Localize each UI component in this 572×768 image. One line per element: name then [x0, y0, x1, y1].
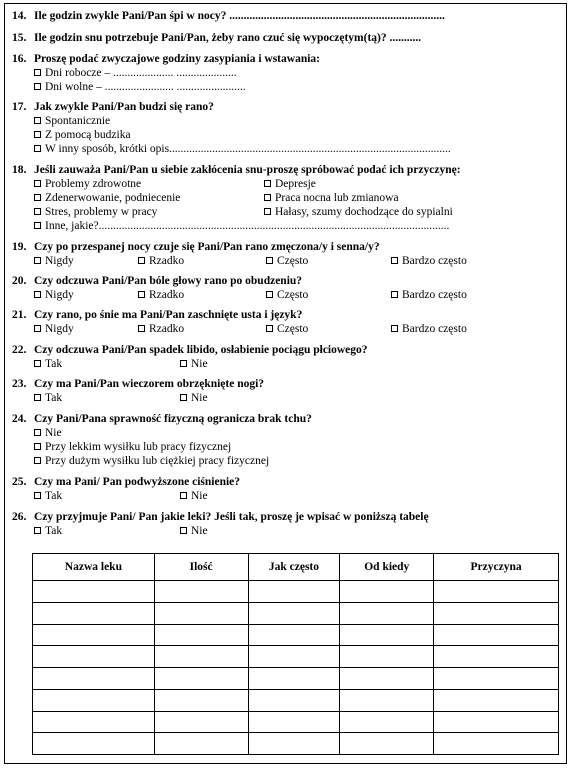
table-cell-input[interactable] [340, 646, 434, 668]
column-header: Jak często [248, 554, 340, 581]
option-label: Nigdy [45, 289, 74, 301]
option-label: Bardzo często [402, 255, 467, 267]
table-cell-input[interactable] [248, 581, 340, 603]
table-cell-input[interactable] [434, 689, 559, 711]
table-cell-input[interactable] [340, 602, 434, 624]
column-header: Nazwa leku [33, 554, 155, 581]
table-cell-input[interactable] [154, 733, 248, 755]
checkbox-icon[interactable] [34, 457, 41, 464]
option-label: Nigdy [45, 323, 74, 335]
option-label: Nie [191, 358, 208, 370]
checkbox-icon[interactable] [34, 145, 41, 152]
option-label: Rzadko [149, 323, 185, 335]
table-cell-input[interactable] [340, 711, 434, 733]
option-checkbox[interactable] [34, 357, 62, 371]
option-label: Rzadko [149, 255, 185, 267]
table-cell-input[interactable] [340, 733, 434, 755]
table-row [33, 711, 559, 733]
question-number: 22. [12, 344, 27, 356]
question-24 [12, 412, 312, 426]
checkbox-icon[interactable] [34, 257, 41, 264]
option-checkbox[interactable] [34, 426, 62, 440]
question-text: Czy po przespanej nocy czuje się Pani/Pan rano zmęczona/y i senna/y? [34, 241, 380, 253]
option-label: Zdenerwowanie, podniecenie [45, 192, 181, 204]
option-label: Spontanicznie [45, 115, 111, 127]
table-cell-input[interactable] [434, 581, 559, 603]
option-checkbox[interactable] [34, 391, 62, 405]
option-checkbox[interactable] [264, 177, 316, 191]
option-checkbox[interactable] [34, 142, 451, 156]
option-label: Często [277, 289, 309, 301]
table-cell-input[interactable] [434, 711, 559, 733]
option-label: Tak [45, 392, 63, 404]
checkbox-icon[interactable] [34, 291, 41, 298]
checkbox-icon[interactable] [34, 180, 41, 187]
medications-table [32, 553, 559, 755]
option-label: Tak [45, 490, 63, 502]
table-cell-input[interactable] [248, 689, 340, 711]
table-cell-input[interactable] [248, 733, 340, 755]
checkbox-icon[interactable] [34, 69, 41, 76]
option-label: Bardzo często [402, 323, 467, 335]
table-cell-input[interactable] [434, 646, 559, 668]
table-cell-input[interactable] [340, 624, 434, 646]
option-checkbox[interactable] [266, 322, 308, 336]
checkbox-icon[interactable] [34, 443, 41, 450]
question-text: Ile godzin snu potrzebuje Pani/Pan, żeby rano czuć się wypoczętym(tą)? ........... [34, 32, 422, 44]
question-number: 14. [12, 10, 27, 22]
question-text: Czy odczuwa Pani/Pan bóle głowy rano po obudzeniu? [34, 275, 303, 287]
checkbox-icon[interactable] [34, 360, 41, 367]
question-19 [12, 240, 380, 254]
table-cell-input[interactable] [248, 624, 340, 646]
option-label: Dni robocze – ..................... ..................... [45, 67, 237, 79]
question-15 [12, 31, 421, 45]
question-16 [12, 52, 320, 66]
table-row [33, 689, 559, 711]
checkbox-icon[interactable] [34, 208, 41, 215]
table-cell-input[interactable] [33, 711, 155, 733]
question-number: 23. [12, 378, 27, 390]
checkbox-icon[interactable] [264, 180, 271, 187]
option-checkbox[interactable] [34, 205, 157, 219]
question-22 [12, 343, 368, 357]
table-cell-input[interactable] [33, 602, 155, 624]
question-text: Jeśli zauważa Pani/Pan u siebie zakłócenia snu-proszę spróbować podać ich przyczynę: [34, 164, 461, 176]
question-number: 24. [12, 413, 27, 425]
table-cell-input[interactable] [154, 602, 248, 624]
option-label: W inny sposób, krótki opis.................................................................................................. [45, 143, 451, 155]
option-checkbox[interactable] [34, 489, 62, 503]
question-number: 25. [12, 476, 27, 488]
table-cell-input[interactable] [340, 581, 434, 603]
option-label: Hałasy, szumy dochodzące do sypialni [275, 206, 453, 218]
question-text: Czy ma Pani/ Pan podwyższone ciśnienie? [34, 476, 241, 488]
table-row [33, 581, 559, 603]
table-cell-input[interactable] [434, 668, 559, 690]
option-label: Tak [45, 358, 63, 370]
checkbox-icon[interactable] [34, 194, 41, 201]
question-text: Czy przyjmuje Pani/ Pan jakie leki? Jeśli tak, proszę je wpisać w poniższą tabelę [34, 511, 429, 523]
table-cell-input[interactable] [33, 689, 155, 711]
option-label: Tak [45, 525, 63, 537]
option-checkbox[interactable] [391, 288, 467, 302]
option-checkbox[interactable] [34, 440, 231, 454]
option-checkbox[interactable] [34, 177, 141, 191]
checkbox-icon[interactable] [266, 291, 273, 298]
checkbox-icon[interactable] [391, 257, 398, 264]
option-label: Przy lekkim wysiłku lub pracy fizycznej [45, 441, 232, 453]
option-label: Bardzo często [402, 289, 467, 301]
checkbox-icon[interactable] [266, 257, 273, 264]
table-cell-input[interactable] [154, 624, 248, 646]
checkbox-icon[interactable] [34, 222, 41, 229]
checkbox-icon[interactable] [180, 360, 187, 367]
table-row [33, 668, 559, 690]
option-checkbox[interactable] [34, 322, 74, 336]
option-label: Praca nocna lub zmianowa [275, 192, 399, 204]
question-text: Ile godzin zwykle Pani/Pan śpi w nocy? ........................................................................... [34, 10, 445, 22]
table-cell-input[interactable] [33, 646, 155, 668]
checkbox-icon[interactable] [34, 131, 41, 138]
checkbox-icon[interactable] [180, 492, 187, 499]
table-cell-input[interactable] [33, 733, 155, 755]
table-cell-input[interactable] [154, 668, 248, 690]
question-number: 18. [12, 164, 27, 176]
question-number: 26. [12, 511, 27, 523]
question-21 [12, 308, 302, 322]
checkbox-icon[interactable] [264, 208, 271, 215]
question-text: Jak zwykle Pani/Pan budzi się rano? [34, 101, 214, 113]
table-cell-input[interactable] [248, 646, 340, 668]
option-checkbox[interactable] [34, 288, 74, 302]
checkbox-icon[interactable] [138, 291, 145, 298]
option-checkbox[interactable] [34, 191, 180, 205]
checkbox-icon[interactable] [34, 527, 41, 534]
checkbox-icon[interactable] [34, 325, 41, 332]
table-cell-input[interactable] [248, 602, 340, 624]
option-checkbox[interactable] [138, 288, 184, 302]
option-label: Nigdy [45, 255, 74, 267]
option-label: Inne, jakie?.......................................................................................................................... [45, 220, 450, 232]
option-checkbox[interactable] [34, 128, 131, 142]
option-checkbox[interactable] [264, 205, 453, 219]
column-header: Przyczyna [434, 554, 559, 581]
table-cell-input[interactable] [154, 646, 248, 668]
option-checkbox[interactable] [34, 66, 237, 80]
checkbox-icon[interactable] [34, 394, 41, 401]
checkbox-icon[interactable] [34, 83, 41, 90]
question-14 [12, 9, 445, 23]
option-checkbox[interactable] [138, 254, 184, 268]
table-cell-input[interactable] [248, 711, 340, 733]
question-text: Czy ma Pani/Pan wieczorem obrzęknięte nogi? [34, 378, 265, 390]
question-number: 21. [12, 309, 27, 321]
option-label: Stres, problemy w pracy [45, 206, 158, 218]
table-cell-input[interactable] [154, 711, 248, 733]
table-cell-input[interactable] [154, 581, 248, 603]
option-label: Często [277, 323, 309, 335]
question-18 [12, 163, 461, 177]
question-number: 17. [12, 101, 27, 113]
table-row [33, 646, 559, 668]
table-row [33, 733, 559, 755]
question-text: Proszę podać zwyczajowe godziny zasypiania i wstawania: [34, 53, 320, 65]
table-header-row [33, 554, 559, 581]
option-label: Nie [191, 392, 208, 404]
option-label: Nie [191, 490, 208, 502]
table-row [33, 602, 559, 624]
option-checkbox[interactable] [34, 114, 110, 128]
table-body [33, 581, 559, 755]
option-checkbox[interactable] [180, 524, 208, 538]
checkbox-icon[interactable] [391, 291, 398, 298]
question-20 [12, 274, 302, 288]
checkbox-icon[interactable] [264, 194, 271, 201]
option-label: Problemy zdrowotne [45, 178, 142, 190]
option-checkbox[interactable] [391, 322, 467, 336]
checkbox-icon[interactable] [138, 257, 145, 264]
checkbox-icon[interactable] [34, 117, 41, 124]
option-label: Często [277, 255, 309, 267]
option-checkbox[interactable] [391, 254, 467, 268]
table-cell-input[interactable] [434, 733, 559, 755]
question-text: Czy rano, po śnie ma Pani/Pan zaschnięte usta i język? [34, 309, 303, 321]
option-label: Dni wolne – ........................ ........................ [45, 81, 246, 93]
option-checkbox[interactable] [34, 454, 269, 468]
table-cell-input[interactable] [340, 668, 434, 690]
checkbox-icon[interactable] [138, 325, 145, 332]
table-cell-input[interactable] [340, 689, 434, 711]
checkbox-icon[interactable] [34, 492, 41, 499]
table-cell-input[interactable] [154, 689, 248, 711]
question-number: 19. [12, 241, 27, 253]
question-17 [12, 100, 214, 114]
question-text: Czy odczuwa Pani/Pan spadek libido, osłabienie pociągu płciowego? [34, 344, 368, 356]
table-cell-input[interactable] [33, 624, 155, 646]
option-label: Nie [191, 525, 208, 537]
question-23 [12, 377, 264, 391]
checkbox-icon[interactable] [266, 325, 273, 332]
question-26 [12, 510, 429, 524]
checkbox-icon[interactable] [180, 527, 187, 534]
option-checkbox[interactable] [180, 391, 208, 405]
option-label: Rzadko [149, 289, 185, 301]
table-cell-input[interactable] [434, 602, 559, 624]
table-cell-input[interactable] [33, 668, 155, 690]
column-header: Ilość [154, 554, 248, 581]
checkbox-icon[interactable] [34, 429, 41, 436]
option-checkbox[interactable] [264, 191, 399, 205]
option-checkbox[interactable] [180, 357, 208, 371]
question-number: 20. [12, 275, 27, 287]
option-checkbox[interactable] [266, 288, 308, 302]
table-cell-input[interactable] [33, 581, 155, 603]
option-checkbox[interactable] [34, 80, 246, 94]
option-label: Nie [45, 427, 62, 439]
option-checkbox[interactable] [34, 254, 74, 268]
checkbox-icon[interactable] [180, 394, 187, 401]
question-text: Czy Pani/Pana sprawność fizyczną ogranicza brak tchu? [34, 413, 312, 425]
option-label: Przy dużym wysiłku lub ciężkiej pracy fizycznej [45, 455, 270, 467]
table-row [33, 624, 559, 646]
column-header: Od kiedy [340, 554, 434, 581]
option-checkbox[interactable] [34, 219, 449, 233]
question-25 [12, 475, 240, 489]
option-checkbox[interactable] [34, 524, 62, 538]
option-checkbox[interactable] [266, 254, 308, 268]
table-cell-input[interactable] [434, 624, 559, 646]
option-label: Z pomocą budzika [45, 129, 131, 141]
option-checkbox[interactable] [138, 322, 184, 336]
option-checkbox[interactable] [180, 489, 208, 503]
table-cell-input[interactable] [248, 668, 340, 690]
checkbox-icon[interactable] [391, 325, 398, 332]
question-number: 16. [12, 53, 27, 65]
question-number: 15. [12, 32, 27, 44]
option-label: Depresje [275, 178, 316, 190]
